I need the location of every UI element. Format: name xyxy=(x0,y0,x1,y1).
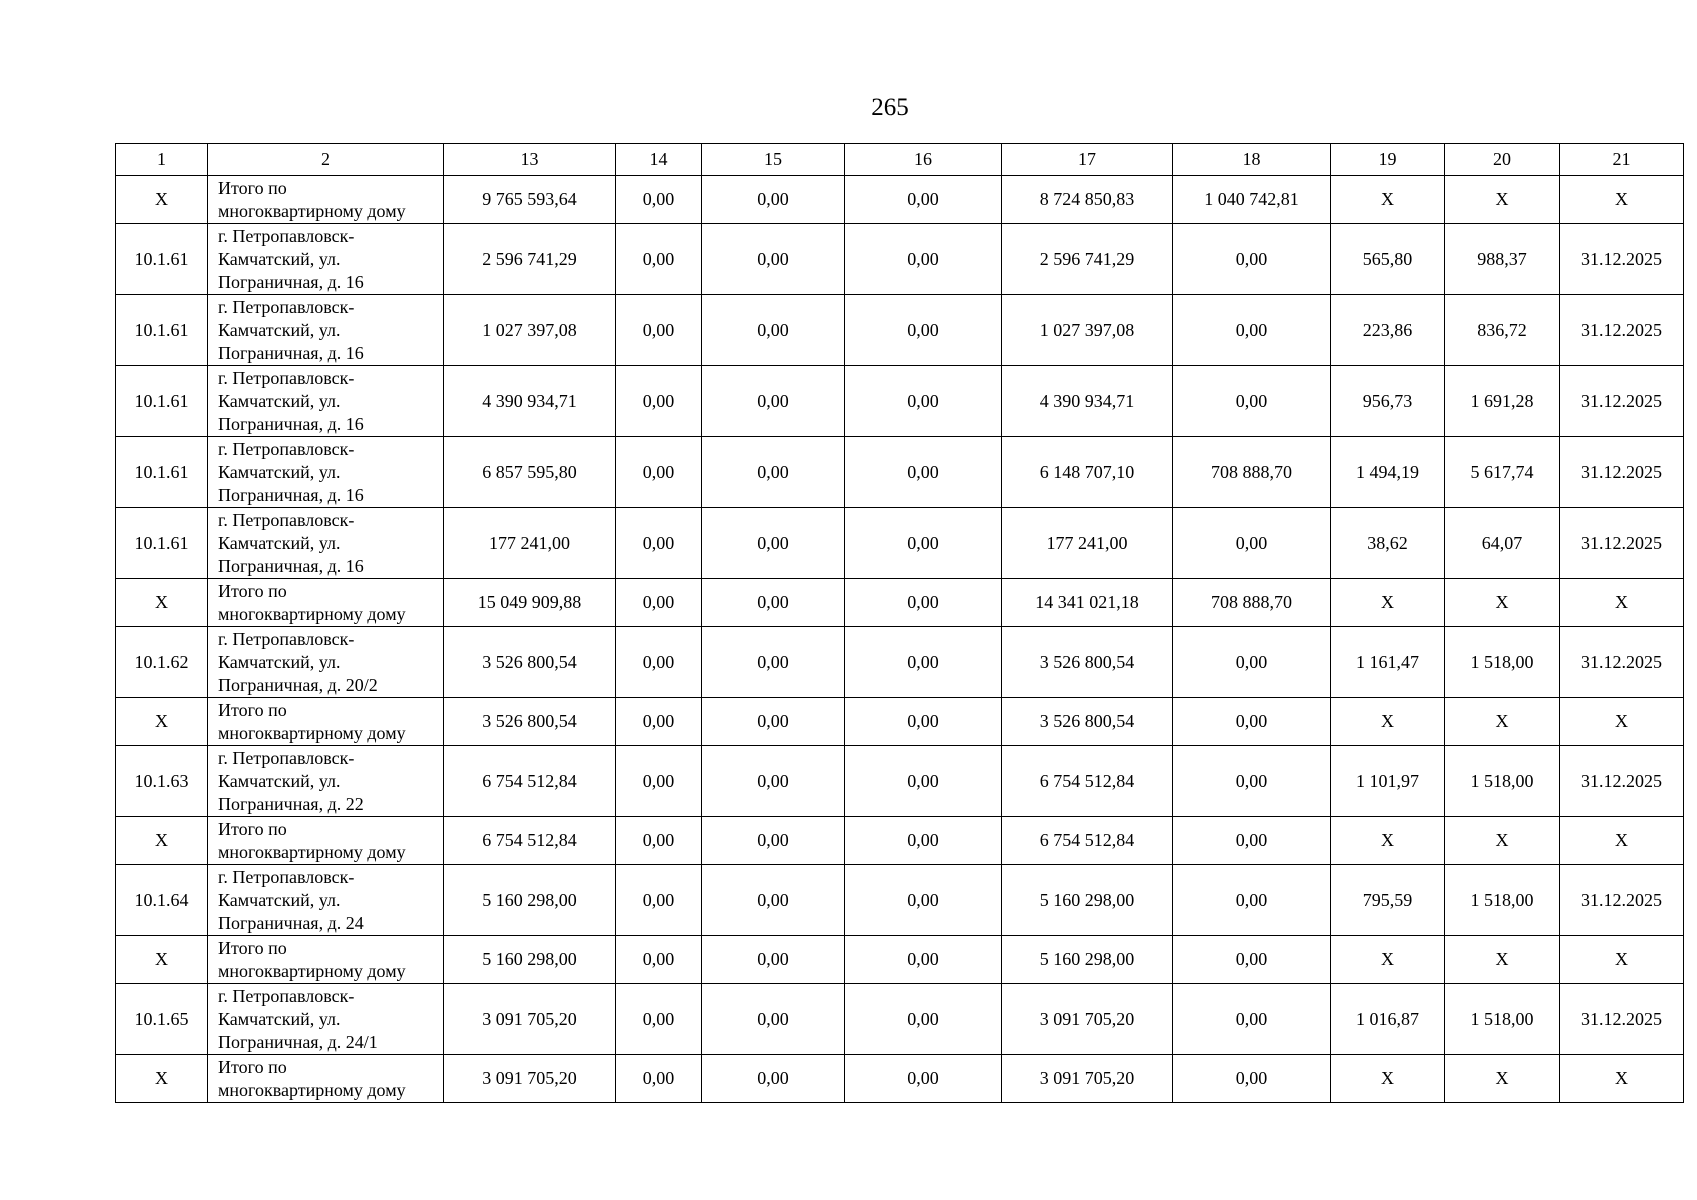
cell-c17: 6 754 512,84 xyxy=(1002,746,1173,817)
column-header-19: 19 xyxy=(1331,144,1445,176)
cell-c16: 0,00 xyxy=(845,984,1002,1055)
cell-c20: 64,07 xyxy=(1445,508,1560,579)
cell-c17: 3 526 800,54 xyxy=(1002,627,1173,698)
cell-c17: 3 526 800,54 xyxy=(1002,698,1173,746)
cell-c1: Х xyxy=(116,698,208,746)
column-header-17: 17 xyxy=(1002,144,1173,176)
cell-c13: 1 027 397,08 xyxy=(444,295,616,366)
cell-c21: 31.12.2025 xyxy=(1560,627,1684,698)
cell-c1: 10.1.61 xyxy=(116,508,208,579)
name-line: г. Петропавловск- xyxy=(218,225,355,246)
cell-c19: 956,73 xyxy=(1331,366,1445,437)
cell-c18: 0,00 xyxy=(1173,295,1331,366)
cell-c20: 1 518,00 xyxy=(1445,746,1560,817)
cell-c1: 10.1.65 xyxy=(116,984,208,1055)
table-row xyxy=(116,508,1684,579)
cell-c21: Х xyxy=(1560,698,1684,746)
cell-c14: 0,00 xyxy=(616,984,702,1055)
cell-c20: Х xyxy=(1445,698,1560,746)
name-line: Камчатский, ул. xyxy=(218,532,341,553)
cell-name xyxy=(208,698,444,746)
data-table xyxy=(115,143,1684,1103)
name-line: г. Петропавловск- xyxy=(218,296,355,317)
cell-c21: 31.12.2025 xyxy=(1560,366,1684,437)
cell-c13: 2 596 741,29 xyxy=(444,224,616,295)
table-row xyxy=(116,746,1684,817)
cell-name xyxy=(208,746,444,817)
cell-c21: 31.12.2025 xyxy=(1560,865,1684,936)
cell-c13: 5 160 298,00 xyxy=(444,936,616,984)
cell-c13: 3 526 800,54 xyxy=(444,698,616,746)
name-line: Пограничная, д. 16 xyxy=(218,555,364,576)
name-line: Камчатский, ул. xyxy=(218,889,341,910)
name-line: многоквартирному дому xyxy=(218,841,406,862)
cell-c15: 0,00 xyxy=(702,1055,845,1103)
cell-c14: 0,00 xyxy=(616,579,702,627)
name-line: многоквартирному дому xyxy=(218,1079,406,1100)
table-row xyxy=(116,865,1684,936)
cell-c19: 1 016,87 xyxy=(1331,984,1445,1055)
cell-c16: 0,00 xyxy=(845,579,1002,627)
cell-c16: 0,00 xyxy=(845,698,1002,746)
column-header-14: 14 xyxy=(616,144,702,176)
cell-c1: Х xyxy=(116,579,208,627)
cell-c13: 3 091 705,20 xyxy=(444,1055,616,1103)
cell-c16: 0,00 xyxy=(845,437,1002,508)
cell-c16: 0,00 xyxy=(845,865,1002,936)
cell-c14: 0,00 xyxy=(616,746,702,817)
column-header-16: 16 xyxy=(845,144,1002,176)
cell-c15: 0,00 xyxy=(702,746,845,817)
cell-c19: 223,86 xyxy=(1331,295,1445,366)
cell-c17: 177 241,00 xyxy=(1002,508,1173,579)
cell-c21: Х xyxy=(1560,817,1684,865)
table-body xyxy=(116,176,1684,1103)
column-header-20: 20 xyxy=(1445,144,1560,176)
name-line: многоквартирному дому xyxy=(218,200,406,221)
cell-c1: 10.1.61 xyxy=(116,295,208,366)
name-line: Пограничная, д. 24 xyxy=(218,912,364,933)
cell-c16: 0,00 xyxy=(845,176,1002,224)
cell-c20: Х xyxy=(1445,936,1560,984)
cell-c1: Х xyxy=(116,1055,208,1103)
cell-c17: 3 091 705,20 xyxy=(1002,1055,1173,1103)
cell-c15: 0,00 xyxy=(702,698,845,746)
cell-c15: 0,00 xyxy=(702,984,845,1055)
total-row xyxy=(116,1055,1684,1103)
name-line: г. Петропавловск- xyxy=(218,628,355,649)
cell-c18: 0,00 xyxy=(1173,366,1331,437)
cell-c19: 565,80 xyxy=(1331,224,1445,295)
cell-c15: 0,00 xyxy=(702,224,845,295)
cell-c19: Х xyxy=(1331,817,1445,865)
name-line: г. Петропавловск- xyxy=(218,509,355,530)
cell-c13: 3 091 705,20 xyxy=(444,984,616,1055)
cell-c17: 8 724 850,83 xyxy=(1002,176,1173,224)
cell-c15: 0,00 xyxy=(702,936,845,984)
cell-c14: 0,00 xyxy=(616,817,702,865)
cell-c13: 4 390 934,71 xyxy=(444,366,616,437)
cell-c14: 0,00 xyxy=(616,295,702,366)
cell-c18: 0,00 xyxy=(1173,698,1331,746)
cell-c14: 0,00 xyxy=(616,366,702,437)
total-row xyxy=(116,817,1684,865)
cell-c21: Х xyxy=(1560,579,1684,627)
cell-c18: 1 040 742,81 xyxy=(1173,176,1331,224)
cell-name xyxy=(208,295,444,366)
cell-c15: 0,00 xyxy=(702,579,845,627)
cell-name xyxy=(208,224,444,295)
cell-c18: 0,00 xyxy=(1173,627,1331,698)
cell-name xyxy=(208,579,444,627)
cell-name xyxy=(208,508,444,579)
cell-c14: 0,00 xyxy=(616,627,702,698)
cell-c15: 0,00 xyxy=(702,508,845,579)
cell-c13: 15 049 909,88 xyxy=(444,579,616,627)
cell-c15: 0,00 xyxy=(702,817,845,865)
cell-c1: Х xyxy=(116,817,208,865)
cell-c1: 10.1.64 xyxy=(116,865,208,936)
cell-name xyxy=(208,176,444,224)
name-line: Пограничная, д. 20/2 xyxy=(218,674,378,695)
header-row xyxy=(116,144,1684,176)
cell-c17: 3 091 705,20 xyxy=(1002,984,1173,1055)
cell-c21: 31.12.2025 xyxy=(1560,224,1684,295)
cell-c17: 14 341 021,18 xyxy=(1002,579,1173,627)
cell-c17: 2 596 741,29 xyxy=(1002,224,1173,295)
column-header-18: 18 xyxy=(1173,144,1331,176)
cell-c20: Х xyxy=(1445,817,1560,865)
cell-c18: 708 888,70 xyxy=(1173,437,1331,508)
cell-c18: 0,00 xyxy=(1173,1055,1331,1103)
cell-c18: 0,00 xyxy=(1173,508,1331,579)
cell-c16: 0,00 xyxy=(845,224,1002,295)
cell-c21: 31.12.2025 xyxy=(1560,437,1684,508)
cell-c19: 795,59 xyxy=(1331,865,1445,936)
name-line: Итого по xyxy=(218,818,287,839)
cell-name xyxy=(208,984,444,1055)
total-row xyxy=(116,176,1684,224)
cell-c17: 6 754 512,84 xyxy=(1002,817,1173,865)
name-line: Пограничная, д. 16 xyxy=(218,271,364,292)
cell-c13: 6 754 512,84 xyxy=(444,746,616,817)
cell-name xyxy=(208,627,444,698)
cell-c17: 6 148 707,10 xyxy=(1002,437,1173,508)
cell-c19: Х xyxy=(1331,698,1445,746)
cell-c19: Х xyxy=(1331,176,1445,224)
cell-c18: 0,00 xyxy=(1173,984,1331,1055)
cell-c19: 1 101,97 xyxy=(1331,746,1445,817)
cell-c14: 0,00 xyxy=(616,1055,702,1103)
table-row xyxy=(116,627,1684,698)
column-header-13: 13 xyxy=(444,144,616,176)
cell-c18: 0,00 xyxy=(1173,865,1331,936)
name-line: Итого по xyxy=(218,937,287,958)
name-line: Итого по xyxy=(218,699,287,720)
cell-c14: 0,00 xyxy=(616,508,702,579)
name-line: Камчатский, ул. xyxy=(218,651,341,672)
cell-name xyxy=(208,817,444,865)
name-line: Пограничная, д. 16 xyxy=(218,484,364,505)
cell-c17: 1 027 397,08 xyxy=(1002,295,1173,366)
cell-c1: 10.1.62 xyxy=(116,627,208,698)
cell-c14: 0,00 xyxy=(616,698,702,746)
name-line: Пограничная, д. 22 xyxy=(218,793,364,814)
cell-c14: 0,00 xyxy=(616,176,702,224)
cell-c21: Х xyxy=(1560,1055,1684,1103)
cell-c21: 31.12.2025 xyxy=(1560,746,1684,817)
cell-c1: 10.1.61 xyxy=(116,224,208,295)
name-line: Итого по xyxy=(218,1056,287,1077)
cell-c18: 708 888,70 xyxy=(1173,579,1331,627)
cell-c17: 5 160 298,00 xyxy=(1002,865,1173,936)
cell-c15: 0,00 xyxy=(702,176,845,224)
cell-c16: 0,00 xyxy=(845,936,1002,984)
name-line: Камчатский, ул. xyxy=(218,319,341,340)
cell-c1: Х xyxy=(116,936,208,984)
cell-c21: 31.12.2025 xyxy=(1560,984,1684,1055)
cell-c15: 0,00 xyxy=(702,865,845,936)
name-line: г. Петропавловск- xyxy=(218,367,355,388)
cell-c1: Х xyxy=(116,176,208,224)
table-row xyxy=(116,224,1684,295)
name-line: Камчатский, ул. xyxy=(218,461,341,482)
cell-c13: 9 765 593,64 xyxy=(444,176,616,224)
cell-c15: 0,00 xyxy=(702,295,845,366)
cell-c21: 31.12.2025 xyxy=(1560,295,1684,366)
table-row xyxy=(116,437,1684,508)
cell-c19: Х xyxy=(1331,1055,1445,1103)
cell-c15: 0,00 xyxy=(702,366,845,437)
column-header-1: 1 xyxy=(116,144,208,176)
cell-c19: 1 494,19 xyxy=(1331,437,1445,508)
name-line: г. Петропавловск- xyxy=(218,438,355,459)
cell-name xyxy=(208,1055,444,1103)
cell-c20: Х xyxy=(1445,579,1560,627)
cell-c17: 5 160 298,00 xyxy=(1002,936,1173,984)
cell-c18: 0,00 xyxy=(1173,817,1331,865)
cell-c13: 6 754 512,84 xyxy=(444,817,616,865)
table-row xyxy=(116,984,1684,1055)
name-line: Камчатский, ул. xyxy=(218,1008,341,1029)
table-row xyxy=(116,295,1684,366)
cell-c18: 0,00 xyxy=(1173,224,1331,295)
table-header xyxy=(116,144,1684,176)
name-line: Камчатский, ул. xyxy=(218,390,341,411)
cell-c14: 0,00 xyxy=(616,437,702,508)
cell-c16: 0,00 xyxy=(845,746,1002,817)
cell-c21: 31.12.2025 xyxy=(1560,508,1684,579)
cell-c13: 177 241,00 xyxy=(444,508,616,579)
cell-c18: 0,00 xyxy=(1173,746,1331,817)
cell-c20: 5 617,74 xyxy=(1445,437,1560,508)
name-line: г. Петропавловск- xyxy=(218,985,355,1006)
name-line: Камчатский, ул. xyxy=(218,770,341,791)
cell-c19: 38,62 xyxy=(1331,508,1445,579)
cell-c21: Х xyxy=(1560,936,1684,984)
name-line: Итого по xyxy=(218,580,287,601)
cell-c20: 988,37 xyxy=(1445,224,1560,295)
name-line: многоквартирному дому xyxy=(218,603,406,624)
total-row xyxy=(116,579,1684,627)
column-header-21: 21 xyxy=(1560,144,1684,176)
cell-c14: 0,00 xyxy=(616,936,702,984)
cell-c14: 0,00 xyxy=(616,224,702,295)
cell-c19: Х xyxy=(1331,936,1445,984)
cell-c1: 10.1.63 xyxy=(116,746,208,817)
name-line: г. Петропавловск- xyxy=(218,866,355,887)
cell-c20: 1 518,00 xyxy=(1445,984,1560,1055)
cell-c16: 0,00 xyxy=(845,508,1002,579)
cell-c15: 0,00 xyxy=(702,627,845,698)
cell-c16: 0,00 xyxy=(845,1055,1002,1103)
cell-c18: 0,00 xyxy=(1173,936,1331,984)
cell-c13: 5 160 298,00 xyxy=(444,865,616,936)
name-line: многоквартирному дому xyxy=(218,960,406,981)
cell-c15: 0,00 xyxy=(702,437,845,508)
cell-name xyxy=(208,936,444,984)
name-line: Итого по xyxy=(218,177,287,198)
cell-c16: 0,00 xyxy=(845,627,1002,698)
total-row xyxy=(116,936,1684,984)
cell-c17: 4 390 934,71 xyxy=(1002,366,1173,437)
cell-c20: 1 691,28 xyxy=(1445,366,1560,437)
cell-c20: Х xyxy=(1445,1055,1560,1103)
table-row xyxy=(116,366,1684,437)
total-row xyxy=(116,698,1684,746)
cell-c14: 0,00 xyxy=(616,865,702,936)
cell-c13: 6 857 595,80 xyxy=(444,437,616,508)
cell-c16: 0,00 xyxy=(845,295,1002,366)
cell-c20: Х xyxy=(1445,176,1560,224)
name-line: Пограничная, д. 24/1 xyxy=(218,1031,378,1052)
cell-c21: Х xyxy=(1560,176,1684,224)
cell-name xyxy=(208,366,444,437)
name-line: Камчатский, ул. xyxy=(218,248,341,269)
cell-c1: 10.1.61 xyxy=(116,437,208,508)
cell-c16: 0,00 xyxy=(845,366,1002,437)
name-line: г. Петропавловск- xyxy=(218,747,355,768)
cell-name xyxy=(208,865,444,936)
cell-c1: 10.1.61 xyxy=(116,366,208,437)
page-number: 265 xyxy=(871,94,909,121)
cell-c19: 1 161,47 xyxy=(1331,627,1445,698)
name-line: многоквартирному дому xyxy=(218,722,406,743)
cell-c19: Х xyxy=(1331,579,1445,627)
name-line: Пограничная, д. 16 xyxy=(218,342,364,363)
cell-c20: 1 518,00 xyxy=(1445,865,1560,936)
cell-c20: 836,72 xyxy=(1445,295,1560,366)
name-line: Пограничная, д. 16 xyxy=(218,413,364,434)
cell-c16: 0,00 xyxy=(845,817,1002,865)
column-header-15: 15 xyxy=(702,144,845,176)
column-header-2: 2 xyxy=(208,144,444,176)
cell-c13: 3 526 800,54 xyxy=(444,627,616,698)
cell-name xyxy=(208,437,444,508)
cell-c20: 1 518,00 xyxy=(1445,627,1560,698)
